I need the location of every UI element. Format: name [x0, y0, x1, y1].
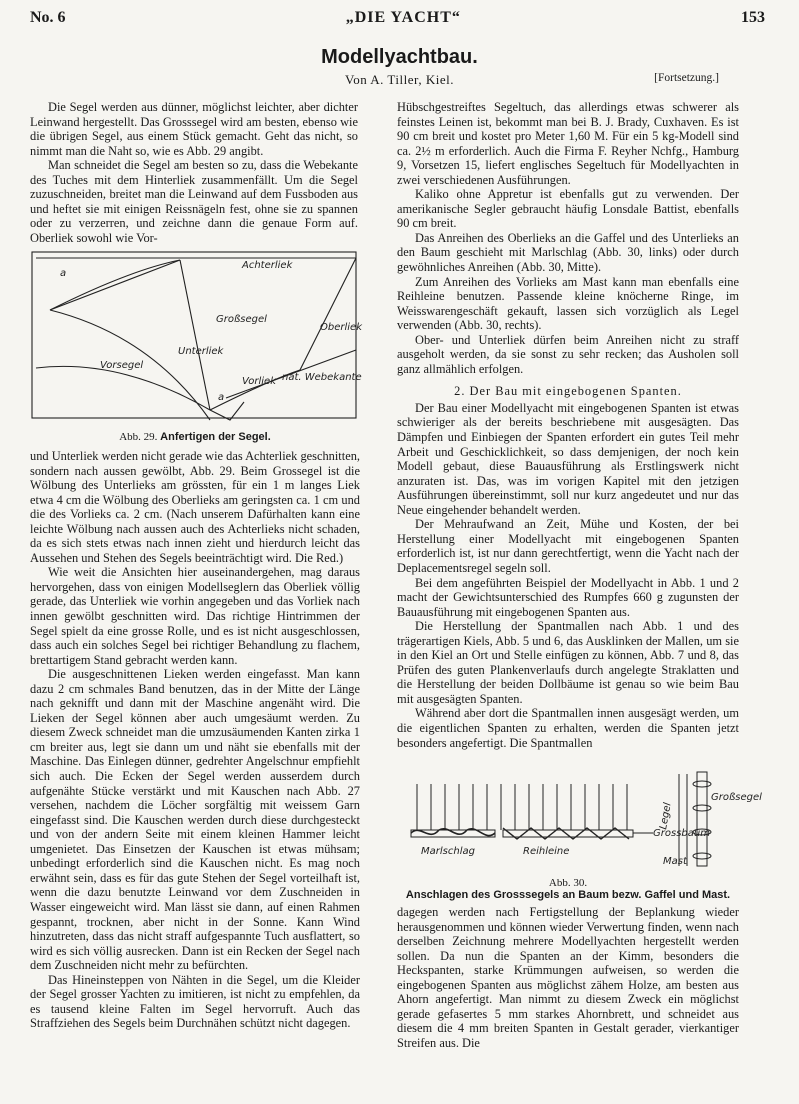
- label-vorliek: Vorliek: [242, 376, 276, 387]
- sail-cloth-lines: [417, 784, 627, 830]
- column-1-bottom: [30, 449, 360, 1031]
- unterliek-line: [180, 260, 210, 410]
- column-2-bottom: [397, 905, 739, 1050]
- label-achterliek: Achterliek: [242, 260, 293, 271]
- sail-cutting-diagram: [30, 250, 360, 422]
- label-legel: Legel: [658, 801, 674, 831]
- label-unterliek: Unterliek: [178, 346, 224, 357]
- paragraph: Der Mehraufwand an Zeit, Mühe und Kosten, der bei Herstellung einer Modellyacht mit eingebogenen Spanten erforderlich ist, ist nur dann gerechtfertigt, wenn die Yacht nach der Deplacementsregel segeln soll.: [397, 517, 739, 575]
- label-vorsegel: Vorsegel: [100, 360, 144, 371]
- paragraph: Der Bau einer Modellyacht mit eingebogenen Spanten ist etwas schwieriger als der bereits beschriebene mit ausgesägten. Das Dämpfen und Einbiegen der Spanten erfordert ein gutes Teil mehr Arbeit und Geschicklichkeit, so dass demjenigen, der noch kein Modell gebaut, diese Bauausführung als Erstlingswerk nicht anzuraten ist. Das, was im vorigen Kapitel mit den jetzigen Ausführungen übereinstimmt, soll nur kurz angedeutet und nur das Neue eingehender behandelt werden.: [397, 400, 739, 517]
- paragraph: Die Herstellung der Spantmallen nach Abb. 1 und des trägerartigen Kiels, Abb. 5 und 6, das Ausklinken der Mallen, um sie in den Kiel an Ort und Stelle einfügen zu können, Abb. 7 und 8, das Prüfen des guten Plankenverlaufs durch angelegte Straklatten und die Herstellung der beiden Dollbäume ist genau so wie beim Bau mit ausgesägten Spanten.: [397, 619, 739, 706]
- paragraph: dagegen werden nach Fertigstellung der Beplankung wieder herausgenommen und können wieder Verwertung finden, wenn nach derselben Zeichnung mehrere Modellyachten hergestellt werden sollen. Da nun die Spanten an der Kimm, besonders die Heckspanten, starke Krümmungen aufweisen, so werden die eingebogenen Spanten aus möglichst zähem Holze, am besten aus Ahorn angefertigt. Man nimmt zu diesem Zweck ein möglichst gerade gefasertes 5 mm starkes Ahornbrett, und schneidet aus diesem die 4 mm breiten Spanten in Gestalt gerader, vierkantiger Streifen aus. Die: [397, 905, 739, 1050]
- label-webekante: nat. Webekante: [282, 372, 362, 383]
- paragraph: Das Anreihen des Oberlieks an die Gaffel und des Unterlieks an den Baum geschieht mit Marlschlag (Abb. 30, links) oder durch gewöhnliches Anreihen (Abb. 30, Mitte).: [397, 230, 739, 275]
- label-grosssegel: Großsegel: [711, 792, 762, 803]
- figure-29-caption: [30, 431, 360, 443]
- caption-text: Anfertigen der Segel.: [160, 431, 271, 443]
- paragraph: Bei dem angeführten Beispiel der Modellyacht in Abb. 1 und 2 macht der Gewichtsunterschied des Rumpfes 660 g zugunsten der Bauausführung mit eingebogenen Spanten aus.: [397, 575, 739, 619]
- column-1-top: [30, 100, 358, 245]
- paragraph: Während aber dort die Spantmallen innen ausgesägt werden, um die eigentlichen Spanten zu erhalten, werden die Spanten jetzt besonders angefertigt. Die Spantmallen: [397, 706, 739, 750]
- journal-title: „DIE YACHT“: [345, 9, 461, 26]
- page-number: 153: [740, 9, 765, 26]
- sail-attachment-diagram: [397, 770, 762, 868]
- label-a: a: [60, 268, 67, 279]
- column-2-top: [397, 100, 739, 750]
- legel-ring: [693, 805, 711, 811]
- continuation-note: [Fortsetzung.]: [654, 72, 719, 84]
- paragraph: Ober- und Unterliek dürfen beim Anreihen nicht zu straff ausgeholt werden, da sie sonst zu sehr recken; das Ausholen soll ganz allmählich erfolgen.: [397, 332, 739, 376]
- legel-ring: [693, 781, 711, 787]
- label-reihleine: Reihleine: [523, 846, 570, 857]
- figure-30: [397, 770, 762, 901]
- figure-29: [30, 250, 360, 446]
- sail-luff: [679, 774, 687, 866]
- paragraph: Wie weit die Ansichten hier auseinandergehen, mag daraus hervorgehen, dass von einigen Modellseglern das Oberliek völlig gerade, das Unterliek wie vorhin angegeben und das Vorliek nach innen gewölbt geschnitten wird. Das richtige Hintrimmen der Segel spielt da eine grosse Rolle, und es ist nicht ausgeschlossen, dass auch ein solches Segel bei richtiger Behandlung zu flachem, brettartigem Stand gebracht werden kann.: [30, 565, 360, 667]
- figure-30-caption: [397, 877, 739, 901]
- label-mast: Mast: [663, 856, 687, 867]
- paragraph: Die ausgeschnittenen Lieken werden eingefasst. Man kann dazu 2 cm schmales Band benutzen, das in der Mitte der Länge nach geknifft und dann mit der Maschine angenäht wird. Die Lieken der Segel können aber auch umgesäumt werden. Zu diesem Zweck schneidet man die umzusäumenden Kanten zirka 1 cm breiter aus, legt sie dann um und näht sie ebenfalls mit der Maschine. Das Einlegen dünner, gedrehter Angelschnur empfiehlt sich auch. Die Ecken der Segel werden ausserdem durch aufgenähte Stücke verstärkt und mit Kauschen nach Abb. 27 versehen, nachdem die Löcher sorgfältig mit weissem Garn eingefasst sind. Die Kauschen werden durch diese durchgesteckt und von der andern Seite mit einem kleinen Hammer leicht umgenietet. Das Einsetzen der Kauschen ist etwas mühsam; unbedingt erforderlich sind die Kauschen nicht. Es mag noch erwähnt sein, dass es für das gute Stehen der Segel vorteilhaft ist, wenn die dazu benutzte Leinwand vor dem Zuschneiden in Wasser eingeweicht wird. Man lässt sie dann, auf einen Rahmen gespannt, trocknen, aber nicht in der Sonne. Kann Wind hinzutreten, dass das nicht straff aufgespannte Tuch ausflattert, so wird es sich völlig ausrecken. Dann ist ein Recken der Segel nach dem Zuschneiden nicht mehr zu befürchten.: [30, 667, 360, 973]
- section-heading: 2. Der Bau mit eingebogenen Spanten.: [454, 384, 682, 399]
- paragraph: Kaliko ohne Appretur ist ebenfalls gut zu verwenden. Der amerikanische Segler gebraucht häufig Lonsdale Battist, ebenfalls 90 cm breit.: [397, 187, 739, 231]
- caption-number: Abb. 30.: [548, 877, 588, 889]
- article-title: Modellyachtbau.: [321, 46, 478, 68]
- paragraph: Die Segel werden aus dünner, möglichst leichter, aber dichter Leinwand hergestellt. Das Grosssegel wird am besten, ebenso wie die übrigen Segel, aus einem Stück gemacht. Geht das nicht, so nimmt man die Naht so, wie es Abb. 29 angibt.: [30, 100, 358, 158]
- label-grosssegel: Großsegel: [216, 314, 267, 325]
- paragraph: Man schneidet die Segel am besten so zu, dass die Webekante des Tuches mit dem Hinterliek zusammenfällt. Um die Segel zuzuschneiden, breitet man die Leinwand auf dem Fussboden aus und heftet sie mit einigen Reissnägeln fest, ohne sie zu spannen oder zu verzerren, und zeichne dann die genaue Form auf. Oberliek sowohl wie Vor-: [30, 158, 358, 245]
- label-grossbaum: Grossbaum: [653, 828, 710, 839]
- paragraph: und Unterliek werden nicht gerade wie das Achterliek geschnitten, sondern nach aussen gewölbt, Abb. 29. Beim Grossegel ist die Wölbung des Unterlieks am grössten, für ein 1 m langes Liek etwa 4 cm die Wölbung des Oberlieks am geringsten ca. 1 cm und die des Vorlieks ca. 2 cm. (Nach unserem Dafürhalten kann eine leichte Wölbung nach aussen auch des Achterlieks nicht schaden, da es sich stets etwas nach innen zieht und hierdurch leicht das Aussehen und Stehen des Segels beeinträchtigt wird. Die Red.): [30, 449, 360, 565]
- corner-triangle: [210, 402, 244, 420]
- paragraph: Zum Anreihen des Vorlieks am Mast kann man ebenfalls eine Reihleine benutzen. Passende kleine knöcherne Ringe, im Weisswarengeschäft gekauft, lassen sich vorzüglich als Legel verwenden (Abb. 30, rechts).: [397, 274, 739, 333]
- panel-a-edge: [50, 260, 180, 310]
- caption-text: Anschlagen des Grosssegels an Baum bezw. Gaffel und Mast.: [405, 889, 731, 901]
- caption-number: Abb. 29.: [119, 431, 158, 443]
- paragraph: Das Hineinsteppen von Nähten in die Segel, um die Kleider der Segel grosser Yachten zu imitieren, ist nicht zu empfehlen, da es tausend kleine Falten im Segel hervorruft. Auch das Straffziehen des Segels beim Durchnähen schützt nicht dagegen.: [30, 972, 360, 1031]
- mast: [697, 772, 707, 866]
- canvas-outline: [32, 252, 356, 418]
- label-marlschlag: Marlschlag: [421, 846, 475, 857]
- label-oberliek: Oberliek: [320, 322, 362, 333]
- running-header: [30, 6, 765, 30]
- issue-number: No. 6: [30, 9, 66, 26]
- paragraph: Hübschgestreiftes Segeltuch, das allerdings etwas schwerer als feinstes Leinen ist, bekommt man bei B. J. Brady, Cuxhaven. Es ist 90 cm breit und kostet pro Meter 1,60 M. Für ein 5 kg-Modell sind ca. 2½ m erforderlich. Auch die Firma F. Reyher Nchfg., Hamburg 9, Vorsetzen 15, liefert englisches Segeltuch für Modellyachten in zwei verschiedenen Ausführungen.: [397, 100, 739, 187]
- article-author: Von A. Tiller, Kiel.: [345, 72, 454, 87]
- label-a-lower: a: [218, 392, 225, 403]
- legel-ring: [693, 853, 711, 859]
